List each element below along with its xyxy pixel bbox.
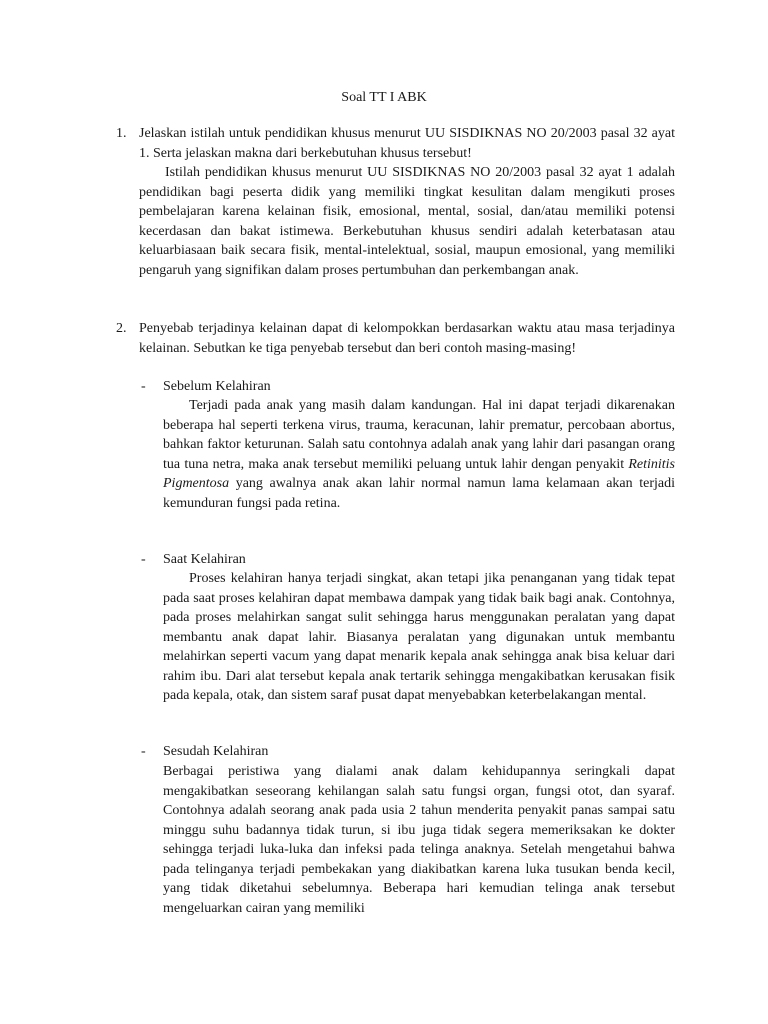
section-text-sesudah-kelahiran: Berbagai peristiwa yang dialami anak dalam kehidupannya seringkali dapat mengakibatkan seseorang kehilangan salah satu fungsi organ, fungsi otot, dan syaraf. Contohnya adalah seorang anak pada usia 2 tahun menderita penyakit panas sampai satu minggu suhu badannya tidak turun, si ibu juga tidak segera memeriksakan ke dokter sehingga terjadi luka-luka dan infeksi pada telinga anaknya. Setelah mengetahui bahwa pada telinganya terjadi pembekakan yang diakibatkan karena luka tusukan benda kecil, yang tidak diketahui sebelumnya. Beberapa hari kemudian telinga anak tersebut mengeluarkan cairan yang memiliki [163,764,675,916]
question-1-number: 1. [116,126,127,141]
document-title: Soal TT I ABK [341,90,427,105]
list-dash: - [141,744,146,759]
question-1-answer: Istilah pendidikan khusus menurut UU SISDIKNAS NO 20/2003 pasal 32 ayat 1 adalah pendidikan bagi peserta didik yang memiliki tingkat kesulitan dalam mengikuti proses pembelajaran karena kelainan fisik, emosional, mental, sosial, dan/atau memiliki potensi kecerdasan dan bakat istimewa. Berkebutuhan khusus sendiri adalah keterbatasan atau keluarbiasaan baik secara fisik, mental-intelektual, sosial, maupun emosional, yang memiliki pengaruh yang signifikan dalam proses pertumbuhan dan perkembangan anak. [139,165,675,278]
list-dash: - [141,379,146,394]
section-heading-saat-kelahiran: Saat Kelahiran [163,552,246,567]
section-heading-sebelum-kelahiran: Sebelum Kelahiran [163,379,271,394]
disease-name: Retinitis Pigmentosa [163,456,675,491]
list-dash: - [141,552,146,567]
question-1-text: Jelaskan istilah untuk pendidikan khusus menurut UU SISDIKNAS NO 20/2003 pasal 32 ayat 1. Serta jelaskan makna dari berkebutuhan khusus tersebut! [139,126,675,161]
question-2-text: Penyebab terjadinya kelainan dapat di kelompokkan berdasarkan waktu atau masa terjadinya kelainan. Sebutkan ke tiga penyebab tersebut dan beri contoh masing-masing! [139,321,675,356]
section-heading-sesudah-kelahiran: Sesudah Kelahiran [163,744,269,759]
question-2-number: 2. [116,321,127,336]
section-text-sebelum-kelahiran: Terjadi pada anak yang masih dalam kandungan. Hal ini dapat terjadi dikarenakan beberapa hal seperti terkena virus, trauma, keracunan, lahir prematur, percobaan abortus, bahkan faktor keturunan. Salah satu contohnya adalah anak yang lahir dari pasangan orang tua tuna netra, maka anak tersebut memiliki peluang untuk lahir dengan penyakit Retinitis Pigmentosa yang awalnya anak akan lahir normal namun lama kelamaan akan terjadi kemunduran fungsi pada retina. [163,398,675,511]
section-text-saat-kelahiran: Proses kelahiran hanya terjadi singkat, akan tetapi jika penanganan yang tidak tepat pada saat proses kelahiran dapat membawa dampak yang tidak baik bagi anak. Contohnya, pada proses melahirkan sangat sulit sehingga harus menggunakan peralatan yang dapat membantu anak dapat lahir. Biasanya peralatan yang digunakan untuk membantu melahirkan seperti vacum yang dapat menarik kepala anak sehingga anak bisa keluar dari rahim ibu. Dari alat tersebut kepala anak tertarik sehingga mengakibatkan kerusakan fisik pada kepala, otak, dan sistem saraf pusat dapat menyebabkan keterbelakangan mental. [163,571,675,703]
